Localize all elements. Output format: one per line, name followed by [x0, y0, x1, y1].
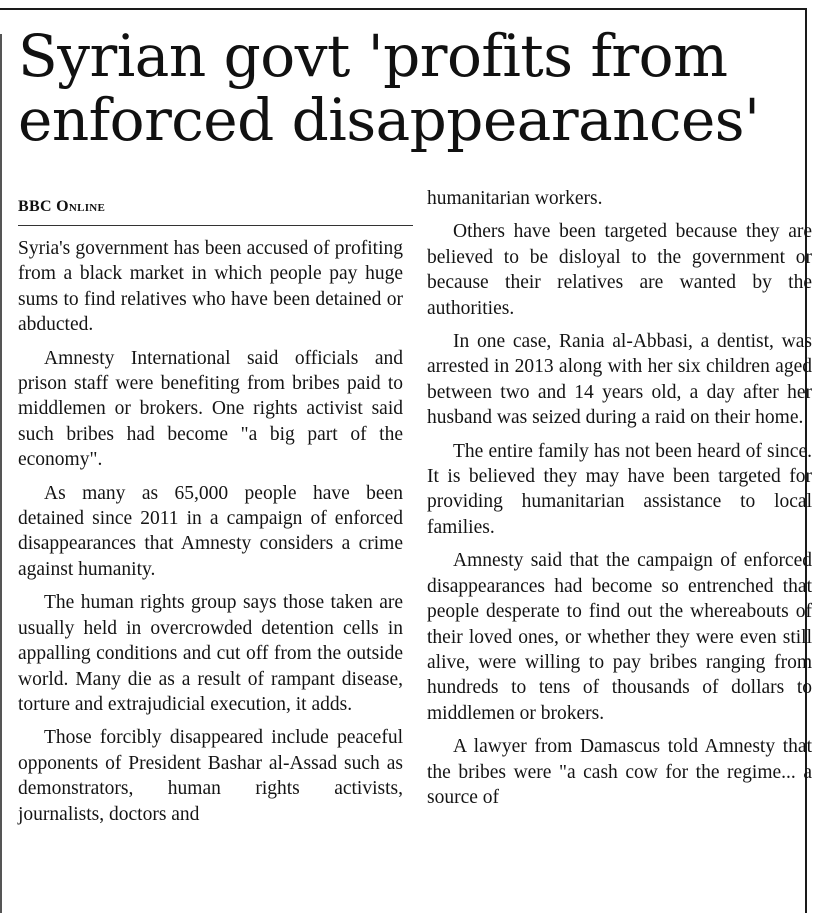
- paragraph: A lawyer from Damascus told Amnesty that the bribes were "a cash cow for the regime... a source of: [427, 736, 812, 808]
- paragraph: In one case, Rania al-Abbasi, a dentist, was arrested in 2013 along with her six children aged between two and 14 years old, a day after her husband was seized during a raid on their home.: [427, 331, 812, 429]
- paragraph: Those forcibly disappeared include peaceful opponents of President Bashar al-Assad such as demonstrators, human rights activists, journalists, doctors and: [18, 727, 403, 825]
- paragraph: The human rights group says those taken are usually held in overcrowded detention cells in appalling conditions and cut off from the outside world. Many die as a result of rampant disease, torture and extrajudicial execution, it adds.: [18, 592, 403, 715]
- paragraph: Syria's government has been accused of profiting from a black market in which people pay huge sums to find relatives who have been detained or abducted.: [18, 238, 403, 336]
- paragraph-continued: humanitarian workers.: [427, 188, 603, 209]
- article-byline: BBC Online: [18, 198, 106, 215]
- paragraph: The entire family has not been heard of since. It is believed they may have been targeted for providing humanitarian assistance to local families.: [427, 440, 812, 538]
- byline-divider: [18, 225, 413, 226]
- paragraph: Amnesty said that the campaign of enforced disappearances had become so entrenched that people desperate to find out the whereabouts of their loved ones, or whether they were even still alive, were willing to pay bribes ranging from hundreds to tens of thousands of dollars to middlemen or brokers.: [427, 550, 812, 724]
- left-page-edge: [0, 34, 2, 913]
- right-text-column: [427, 186, 812, 818]
- article-headline: Syrian govt 'profits from enforced disappearances': [18, 22, 760, 154]
- paragraph: Others have been targeted because they are believed to be disloyal to the government or because their relatives are wanted by the authorities.: [427, 221, 812, 319]
- left-text-column: [18, 236, 403, 835]
- paragraph: Amnesty International said officials and prison staff were benefiting from bribes paid to middlemen or brokers. One rights activist said such bribes had become "a big part of the economy".: [18, 347, 403, 471]
- paragraph: As many as 65,000 people have been detained since 2011 in a campaign of enforced disappearances that Amnesty considers a crime against humanity.: [18, 482, 403, 580]
- top-border-rule: [0, 8, 806, 10]
